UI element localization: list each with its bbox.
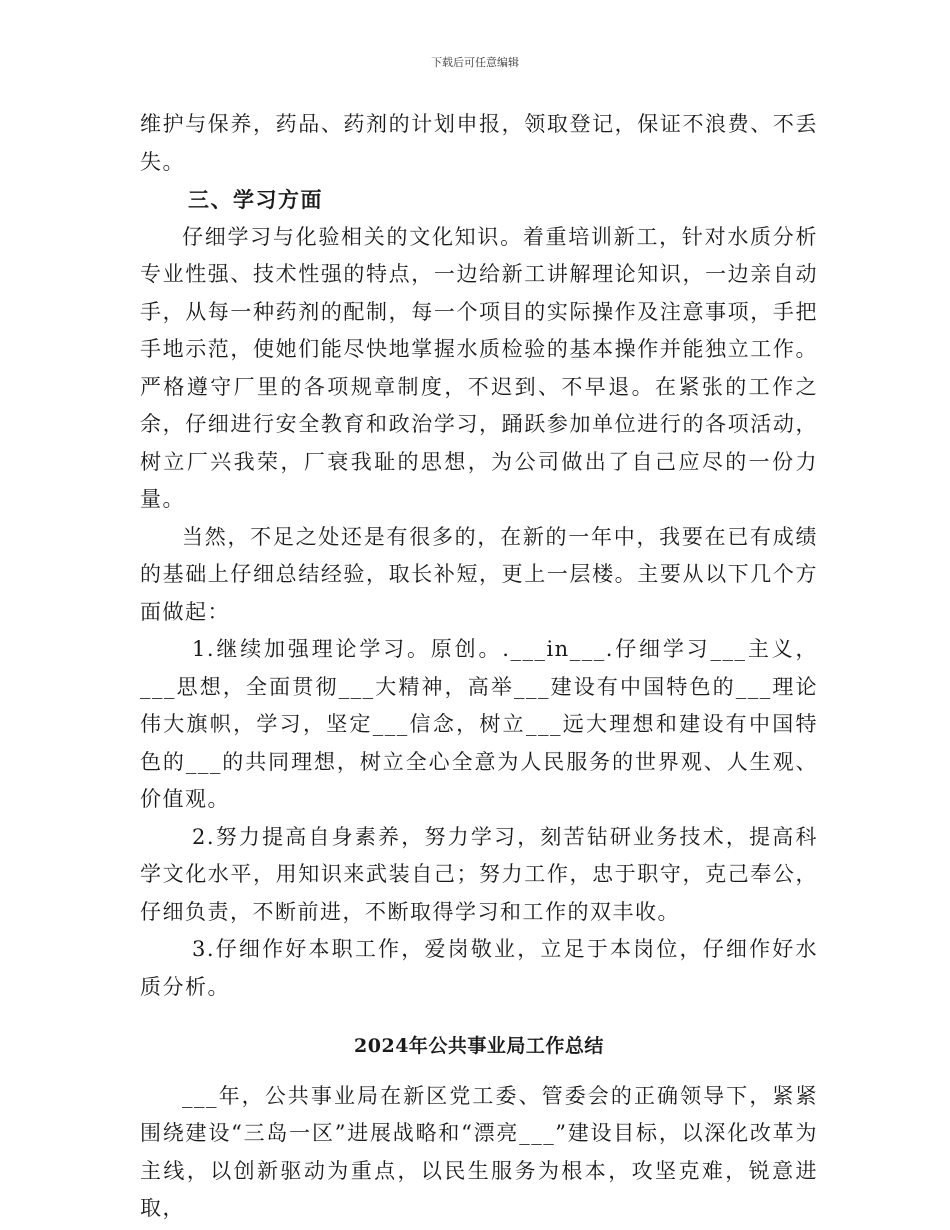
list-item-1: 1.继续加强理论学习。原创。.___in___.仔细学习___主义，___思想，全面贯彻___大精神，高举___建设有中国特色的___理论伟大旗帜，学习，坚定___信念，树立___远大理想和建设有中国特色的___的共同理想，树立全心全意为人民服务的世界观、人生观、价值观。 (140, 637, 818, 811)
paragraph-study: 仔细学习与化验相关的文化知识。着重培训新工，针对水质分析专业性强、技术性强的特点，一边给新工讲解理论知识，一边亲自动手，从每一种药剂的配制，每一个项目的实际操作及注意事项，手把手地示范，使她们能尽快地掌握水质检验的基本操作并能独立工作。严格遵守厂里的各项规章制度，不迟到、不早退。在紧张的工作之余，仔细进行安全教育和政治学习，踊跃参加单位进行的各项活动，树立厂兴我荣，厂衰我耻的思想，为公司做出了自己应尽的一份力量。 (140, 224, 818, 511)
document-title: 2024年公共事业局工作总结 (354, 1035, 604, 1057)
document-body (140, 106, 818, 1228)
section-heading: 三、学习方面 (188, 187, 323, 212)
list-item-3: 3.仔细作好本职工作，爱岗敬业，立足于本岗位，仔细作好水质分析。 (140, 937, 818, 999)
paragraph-shortcomings: 当然，不足之处还是有很多的，在新的一年中，我要在已有成绩的基础上仔细总结经验，取长补短，更上一层楼。主要从以下几个方面做起： (140, 524, 818, 624)
page-header: 下载后可任意编辑 (431, 56, 519, 69)
paragraph-continuation: 维护与保养，药品、药剂的计划申报，领取登记，保证不浪费、不丢失。 (140, 112, 818, 174)
paragraph-summary-intro: ___年，公共事业局在新区党工委、管委会的正确领导下，紧紧围绕建设“三岛一区”进展战略和“漂亮___”建设目标，以深化改革为主线，以创新驱动为重点，以民生服务为根本，攻坚克难，锐意进取， (140, 1083, 818, 1220)
list-item-2: 2.努力提高自身素养，努力学习，刻苦钻研业务技术，提高科学文化水平，用知识来武装自己；努力工作，忠于职守，克己奉公，仔细负责，不断前进，不断取得学习和工作的双丰收。 (140, 824, 818, 924)
